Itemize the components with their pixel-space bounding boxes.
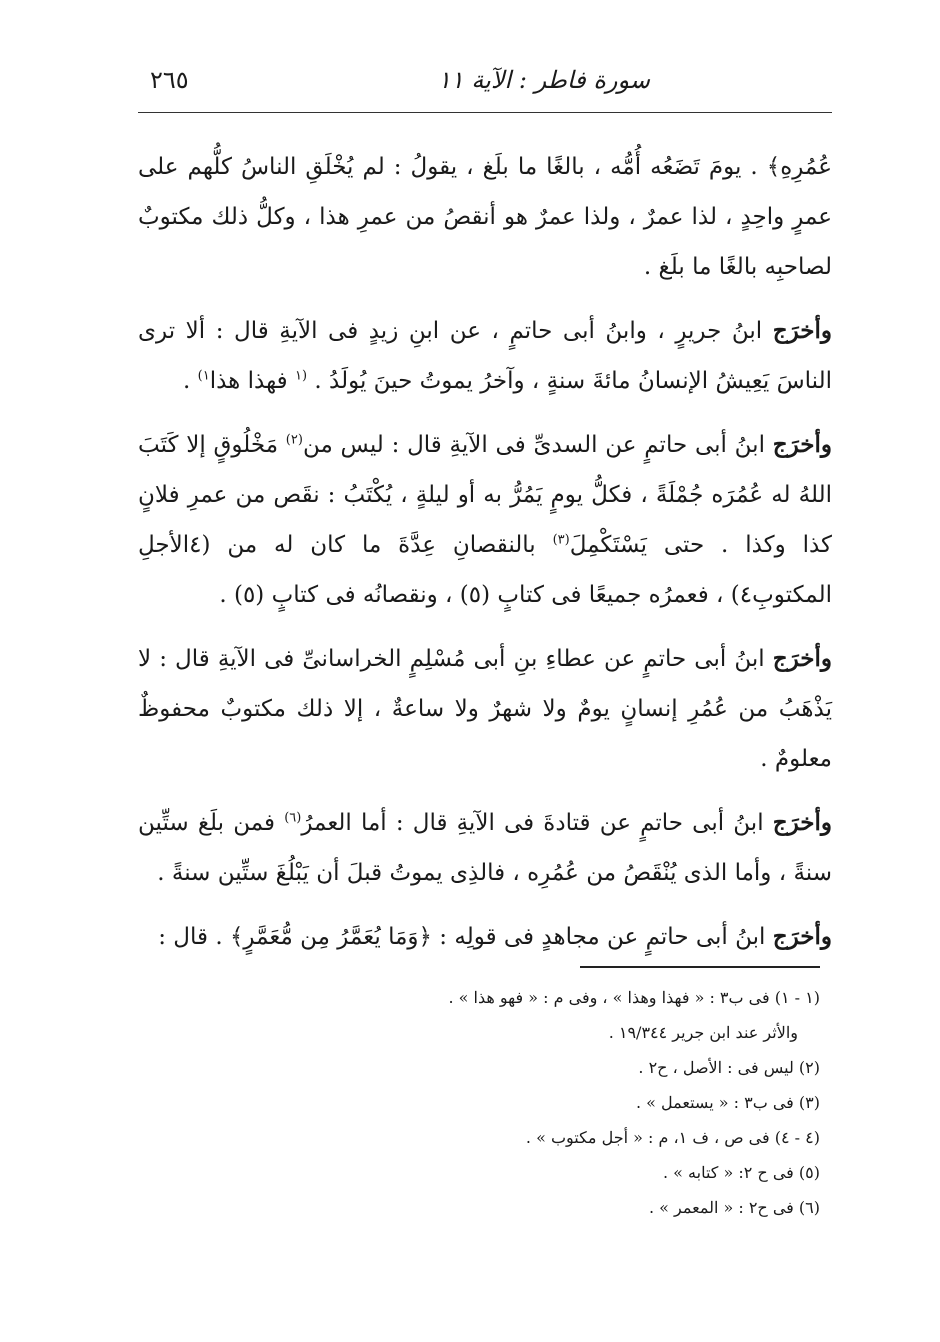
paragraph-lead: وأخرَج bbox=[772, 923, 832, 950]
paragraph-6 bbox=[138, 912, 832, 962]
paragraph-2 bbox=[138, 306, 832, 406]
footnote-marker: ١) bbox=[197, 368, 210, 384]
page-number: ٢٦٥ bbox=[150, 66, 189, 94]
footnote-item: (٢) ليس فى : الأصل ، ح٢ . bbox=[638, 1058, 820, 1077]
running-header bbox=[150, 60, 830, 100]
paragraph-text: بالنقصانِ عِدَّةَ ما كان له من (٤الأجلِ المكتوبِ٤) ، فعمرُه جميعًا فى كتابٍ (٥) ، ونقصانُه فى كتابٍ (٥) . bbox=[138, 532, 832, 608]
footnote-item: (٦) فى ح٢ : « المعمر » . bbox=[648, 1198, 820, 1217]
paragraph-text: ابنُ أبى حاتمٍ عن عطاءِ بنِ أبى مُسْلِمٍ الخراسانىِّ فى الآيةِ قال : لا يَذْهَبُ من عُمُرِ إنسانٍ يومٌ ولا شهرٌ ولا ساعةٌ ، إلا ذلك مكتوبٌ محفوظٌ معلومٌ . bbox=[138, 646, 832, 772]
paragraph-5 bbox=[138, 798, 832, 898]
paragraph-text: ابنُ جريرٍ ، وابنُ أبى حاتمٍ ، عن ابنِ زيدٍ فى الآيةِ قال : ألا ترى الناسَ يَعِيشُ الإنسانُ مائةَ سنةٍ ، وآخرُ يموتُ حينَ يُولَدُ . bbox=[138, 318, 832, 394]
paragraph-text: ابنُ أبى حاتمٍ عن مجاهدٍ فى قولِه : ﴿وَمَا يُعَمَّرُ مِن مُّعَمَّرٍ﴾ . قال : bbox=[158, 924, 773, 950]
paragraph-lead: وأخرَج bbox=[772, 645, 832, 672]
paragraph-text: فمن بلَغ ستِّين سنةً ، وأما الذى يُنْقَصُ من عُمُرِه ، فالذِى يموتُ قبلَ أن يَبْلُغَ ستِّين سنةً . bbox=[138, 810, 832, 886]
paragraph-lead: وأخرَج bbox=[772, 431, 832, 458]
paragraph-text: مَخْلُوقٍ إلا كَتَبَ اللهُ له عُمُرَه جُمْلَةً ، فكلُّ يومٍ يَمُرُّ به أو ليلةٍ ، يُكْتَبُ : نقَص من عمرِ فلانٍ كذا وكذا . حتى يَسْتَكْمِلَ bbox=[138, 432, 833, 558]
paragraph-4 bbox=[138, 634, 832, 784]
footnotes bbox=[300, 980, 820, 1225]
paragraph-text: عُمُرِهِ﴾ . يومَ تَضَعُه أُمُّه ، بالغًا ما بلَغ ، يقولُ : لم يُخْلَقِ الناسُ كلُّهم على عمرٍ واحِدٍ ، لذا عمرٌ ، ولذا عمرٌ هو أنقصُ من عمرِ هذا ، وكلُّ ذلك مكتوبٌ لصاحبِه بالغًا ما بلَغ . bbox=[138, 154, 832, 280]
footnote-item: والأثر عند ابن جرير ١٩/٣٤٤ . bbox=[608, 1023, 798, 1042]
paragraph-text: . bbox=[183, 368, 198, 394]
paragraph-text: فهذا هذا bbox=[209, 368, 295, 394]
paragraph-1 bbox=[138, 142, 832, 292]
header-divider bbox=[138, 112, 832, 113]
footnote-marker: (٣) bbox=[552, 532, 570, 548]
footnote-marker: (١ bbox=[295, 368, 308, 384]
paragraph-lead: وأخرَج bbox=[772, 317, 832, 344]
footnote-marker: (٢) bbox=[285, 432, 303, 448]
footnote-item: (٣) فى ب٣ : « يستعمل » . bbox=[635, 1093, 820, 1112]
paragraph-3 bbox=[138, 420, 832, 620]
main-text bbox=[138, 142, 832, 976]
footnote-item: (٥) فى ح ٢: « كتابه » . bbox=[663, 1163, 820, 1182]
footnote-item: (٤ - ٤) فى ص ، ف ١، م : « أجل مكتوب » . bbox=[525, 1128, 820, 1147]
paragraph-lead: وأخرَج bbox=[772, 809, 833, 836]
paragraph-text: ابنُ أبى حاتمٍ عن قتادةَ فى الآيةِ قال : أما العمرُ bbox=[301, 810, 773, 836]
footnote-divider bbox=[580, 966, 820, 968]
paragraph-text: ابنُ أبى حاتمٍ عن السدىِّ فى الآيةِ قال : ليس من bbox=[302, 432, 773, 458]
surah-verse-title: سورة فاطر : الآية ١١ bbox=[437, 66, 650, 94]
footnote-marker: (٦) bbox=[284, 810, 302, 826]
footnote-item: (١ - ١) فى ب٣ : « فهذا وهذا » ، وفى م : « فهو هذا » . bbox=[448, 988, 820, 1007]
